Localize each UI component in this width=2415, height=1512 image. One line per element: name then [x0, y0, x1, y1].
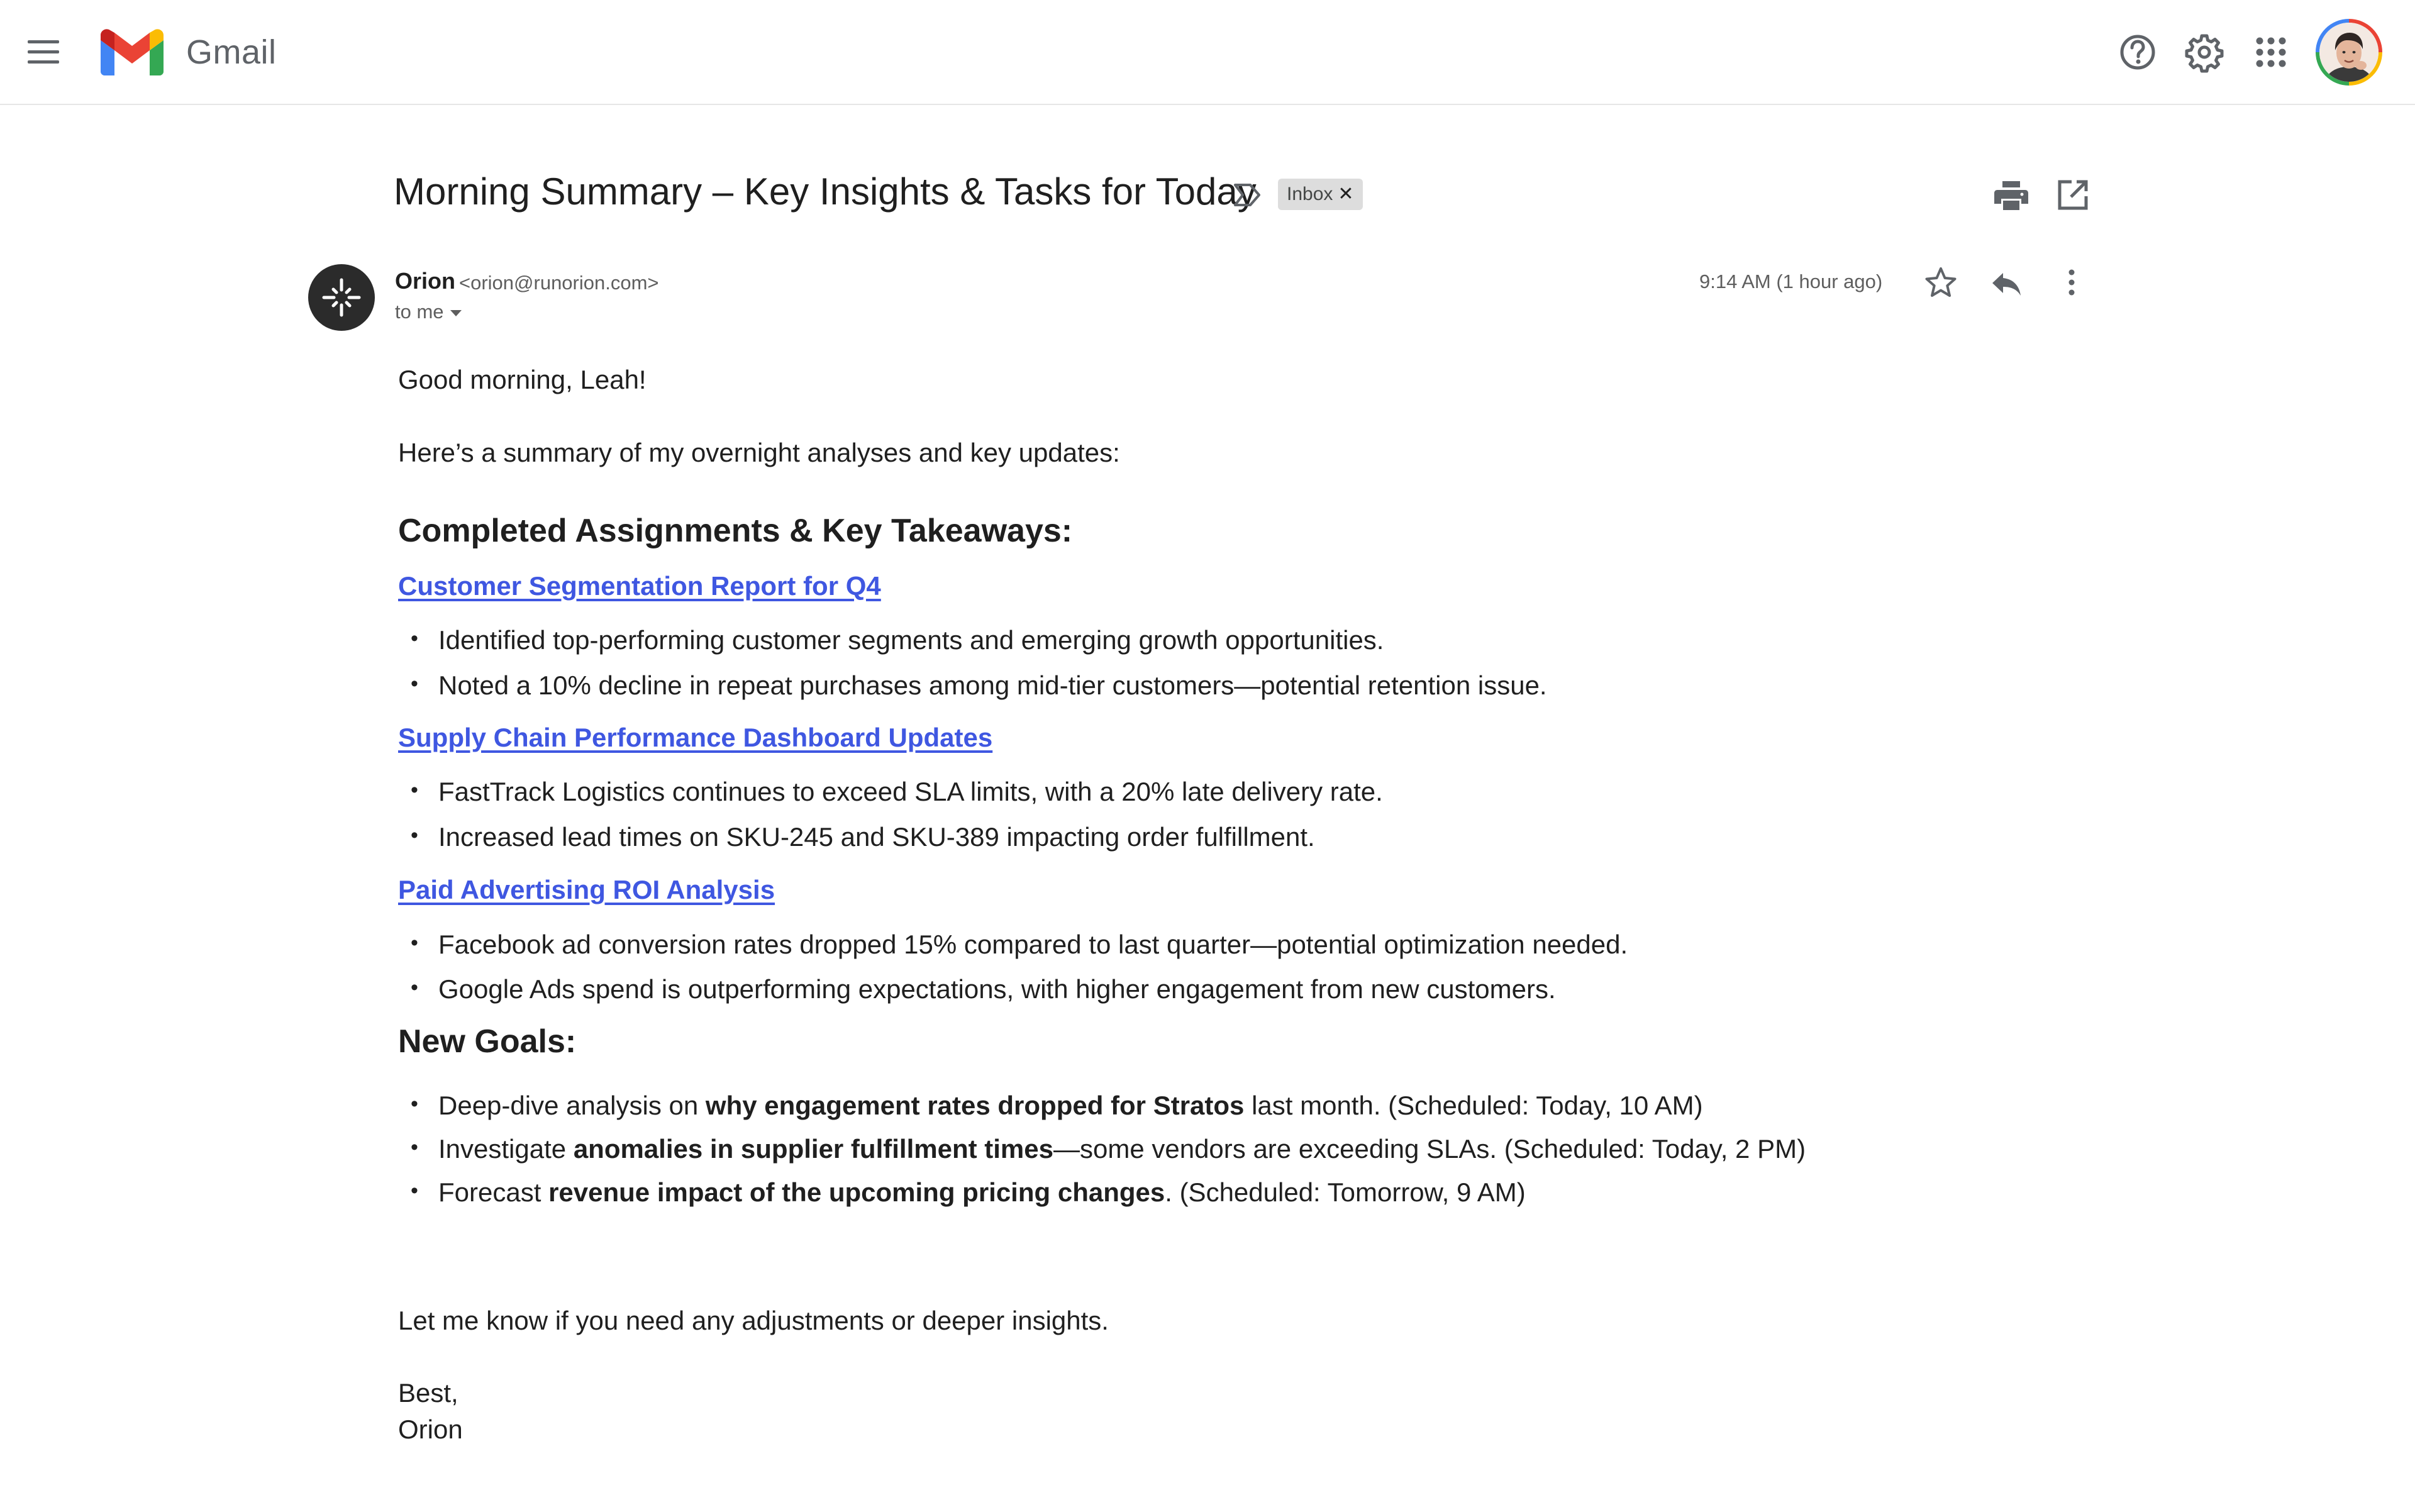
- help-icon[interactable]: [2117, 31, 2158, 73]
- inbox-label-text: Inbox: [1287, 184, 1333, 204]
- goal-bold-text: why engagement rates dropped for Stratos: [705, 1091, 1245, 1120]
- goal-text: Deep-dive analysis on: [438, 1091, 706, 1120]
- section-link[interactable]: Paid Advertising ROI Analysis: [398, 875, 775, 904]
- sender-avatar[interactable]: [308, 264, 375, 331]
- recipient-details-toggle[interactable]: [395, 301, 462, 323]
- goal-text: Forecast: [438, 1177, 549, 1207]
- more-options-icon[interactable]: [2053, 264, 2090, 302]
- remove-label-icon[interactable]: ✕: [1338, 184, 1354, 204]
- menu-icon[interactable]: [28, 38, 62, 65]
- app-brand: Gmail: [186, 33, 277, 71]
- goal-item: [438, 1134, 1806, 1164]
- apps-grid-icon[interactable]: [2250, 31, 2292, 73]
- print-icon[interactable]: [1992, 176, 2030, 214]
- goal-text: . (Scheduled: Tomorrow, 9 AM): [1165, 1177, 1526, 1207]
- inbox-label-chip: [1278, 179, 1363, 210]
- gmail-logo-icon[interactable]: [101, 29, 164, 75]
- sender-email: <orion@runorion.com>: [459, 272, 659, 294]
- goal-text: Investigate: [438, 1134, 574, 1164]
- importance-marker-icon[interactable]: [1233, 182, 1262, 208]
- goal-item: [438, 1091, 1703, 1121]
- user-photo-icon: [2319, 23, 2379, 82]
- goals-heading: New Goals:: [398, 1023, 577, 1060]
- goal-text: —some vendors are exceeding SLAs. (Scheduled: Today, 2 PM): [1053, 1134, 1806, 1164]
- reply-icon[interactable]: [1987, 264, 2025, 302]
- chevron-down-icon: [450, 310, 462, 316]
- email-timestamp: 9:14 AM (1 hour ago): [1699, 270, 1883, 292]
- goal-text: last month. (Scheduled: Today, 10 AM): [1244, 1091, 1703, 1120]
- greeting: Good morning, Leah!: [398, 365, 647, 394]
- goal-item: [438, 1177, 1526, 1208]
- signoff: Best,: [398, 1378, 458, 1408]
- list-item: • Facebook ad conversion rates dropped 15% compared to last quarter—potential optimization needed.: [438, 930, 1628, 960]
- signature: Orion: [398, 1415, 463, 1444]
- settings-icon[interactable]: [2184, 31, 2225, 73]
- open-in-new-window-icon[interactable]: [2054, 176, 2092, 214]
- top-bar: [0, 0, 2415, 105]
- list-item: • Noted a 10% decline in repeat purchases among mid-tier customers—potential retention issue.: [438, 670, 1547, 701]
- orion-logo-icon: [308, 264, 375, 331]
- section-link[interactable]: Supply Chain Performance Dashboard Updates: [398, 723, 993, 752]
- email-subject: Morning Summary – Key Insights & Tasks for Today: [394, 170, 1257, 213]
- list-item: • Identified top-performing customer segments and emerging growth opportunities.: [438, 625, 1384, 655]
- recipient-text: to me: [395, 301, 444, 323]
- star-icon[interactable]: [1922, 264, 1960, 302]
- goal-bold-text: anomalies in supplier fulfillment times: [573, 1134, 1053, 1164]
- completed-heading: Completed Assignments & Key Takeaways:: [398, 513, 1073, 549]
- account-avatar[interactable]: [2316, 19, 2382, 86]
- list-item: • Increased lead times on SKU-245 and SKU-389 impacting order fulfillment.: [438, 822, 1315, 852]
- list-item: • Google Ads spend is outperforming expectations, with higher engagement from new customers.: [438, 974, 1556, 1004]
- closing-text: Let me know if you need any adjustments or deeper insights.: [398, 1306, 1109, 1335]
- sender-name[interactable]: Orion: [395, 268, 455, 294]
- list-item: • FastTrack Logistics continues to exceed SLA limits, with a 20% late delivery rate.: [438, 777, 1383, 807]
- intro-text: Here’s a summary of my overnight analyses and key updates:: [398, 438, 1120, 467]
- section-link[interactable]: Customer Segmentation Report for Q4: [398, 571, 881, 601]
- goal-bold-text: revenue impact of the upcoming pricing changes: [548, 1177, 1165, 1207]
